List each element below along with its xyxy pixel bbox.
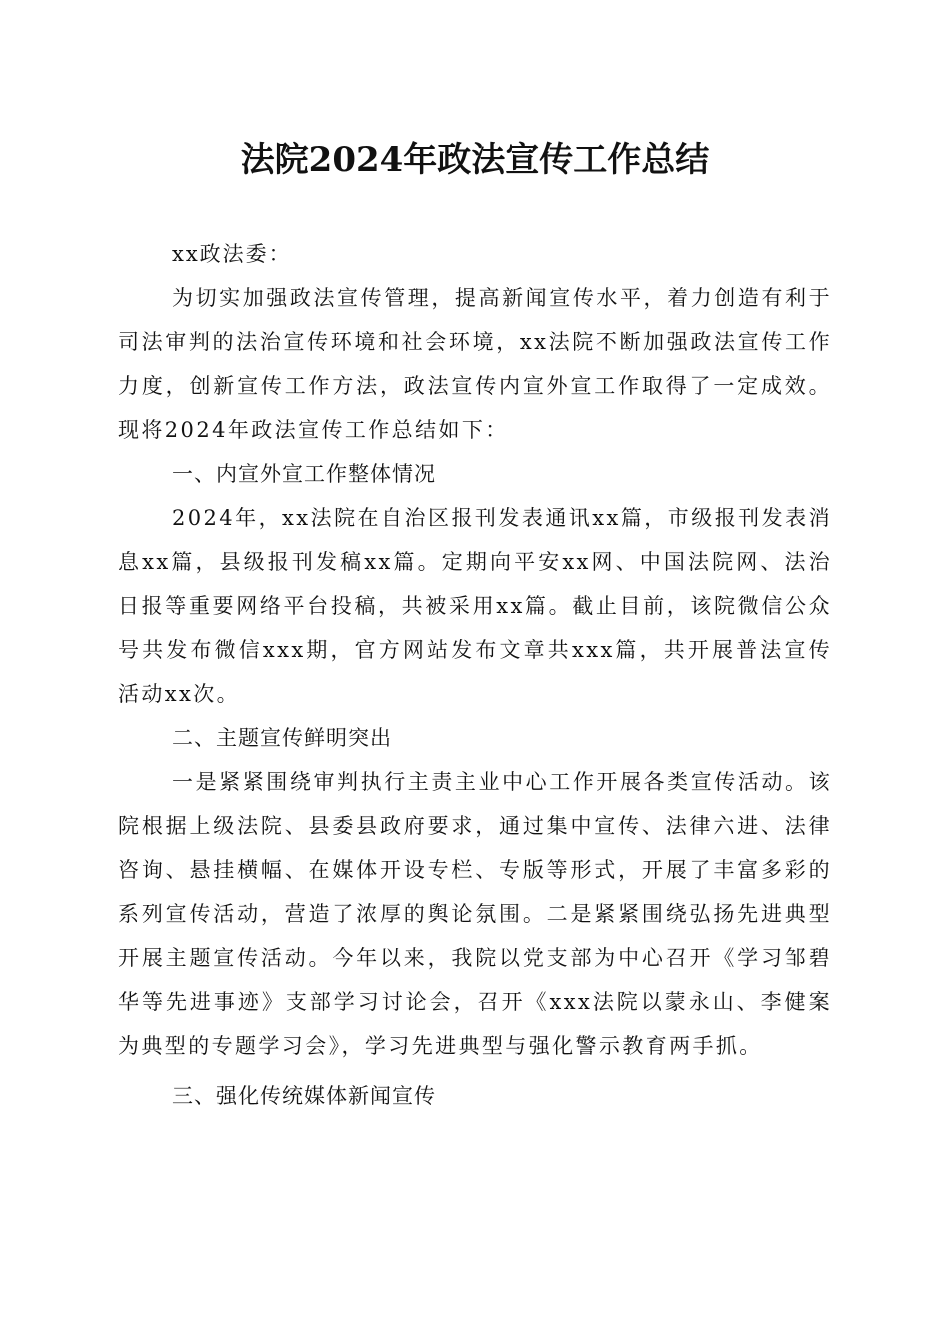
section-heading-3: 三、强化传统媒体新闻宣传 [172,1084,436,1108]
section-body-2: 一是紧紧围绕审判执行主责主业中心工作开展各类宣传活动。该院根据上级法院、县委县政府要求，通过集中宣传、法律六进、法律咨询、悬挂横幅、在媒体开设专栏、专版等形式，开展了丰富多彩的系列宣传活动，营造了浓厚的舆论氛围。二是紧紧围绕弘扬先进典型开展主题宣传活动。今年以来，我院以党支部为中心召开《学习邹碧华等先进事迹》支部学习讨论会，召开《xxx法院以蒙永山、李健案为典型的专题学习会》，学习先进典型与强化警示教育两手抓。 [118,770,832,1058]
section-heading-1: 一、内宣外宣工作整体情况 [172,462,436,486]
document-title: 法院2024年政法宣传工作总结 [240,140,710,180]
section-heading-2: 二、主题宣传鲜明突出 [172,726,392,750]
salutation: xx政法委： [172,242,292,266]
intro-paragraph: 为切实加强政法宣传管理，提高新闻宣传水平，着力创造有利于司法审判的法治宣传环境和社会环境，xx法院不断加强政法宣传工作力度，创新宣传工作方法，政法宣传内宣外宣工作取得了一定成效。现将2024年政法宣传工作总结如下： [118,286,832,442]
section-body-1: 2024年，xx法院在自治区报刊发表通讯xx篇，市级报刊发表消息xx篇，县级报刊发稿xx篇。定期向平安xx网、中国法院网、法治日报等重要网络平台投稿，共被采用xx篇。截止目前，该院微信公众号共发布微信xxx期，官方网站发布文章共xxx篇，共开展普法宣传活动xx次。 [118,506,832,706]
